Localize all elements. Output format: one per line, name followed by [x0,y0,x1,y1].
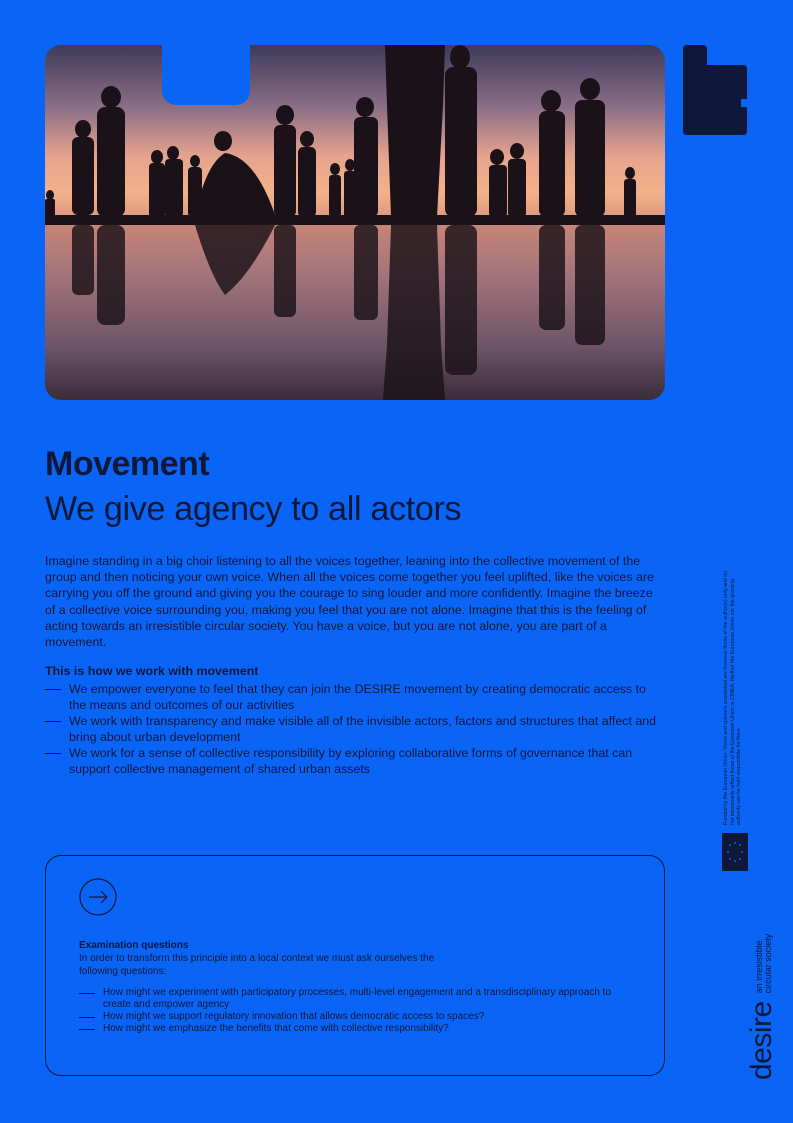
list-item-text: We work with transparency and make visible all of the invisible actors, factors and structures that affect and bring about urban development [69,714,657,744]
work-section-title: This is how we work with movement [45,664,259,678]
desire-logo-mark-icon [683,45,749,137]
brand-word: desire [745,1001,778,1080]
list-item [79,1011,619,1023]
eu-flag-icon [722,833,748,871]
crowd-silhouette-image [45,45,665,400]
examination-title: Examination questions [79,940,189,951]
list-item [79,1023,619,1035]
brand-tagline [755,934,775,994]
page-subtitle: We give agency to all actors [45,490,462,528]
dash-icon [79,993,95,994]
page-title: Movement [45,445,210,483]
examination-intro: In order to transform this principle into a local context we must ask ourselves the following questions: [79,953,435,977]
list-item-text: We work for a sense of collective responsibility by exploring collaborative forms of governance that can support collective management of shared urban assets [69,746,633,776]
photo-notch [162,45,250,105]
brand-logo [745,933,778,1080]
work-list [45,681,665,777]
list-item [45,681,665,713]
hero-photo [45,45,665,400]
arrow-right-circle-icon[interactable] [79,878,117,916]
list-item [79,987,619,1011]
funding-disclaimer: Funded by the European Union. Views and opinions expressed are however those of the author(s) only and do not necessarily reflect those of the European Union or CINEA. Neither the European Union nor the granting authority can be held responsible for them. [723,571,743,825]
dash-icon [45,689,61,690]
list-item-text: How might we emphasize the benefits that come with collective responsibility? [103,1023,449,1034]
brand-tagline-line: an irresistible [754,940,764,994]
dash-icon [45,721,61,722]
dash-icon [45,753,61,754]
list-item-text: How might we support regulatory innovation that allows democratic access to spaces? [103,1011,485,1022]
list-item-text: We empower everyone to feel that they can join the DESIRE movement by creating democratic access to the means and outcomes of our activities [69,682,646,712]
dash-icon [79,1017,95,1018]
list-item [45,745,665,777]
brand-tagline-line: circular society [763,933,773,994]
list-item [45,713,665,745]
dash-icon [79,1029,95,1030]
list-item-text: How might we experiment with participatory processes, multi-level engagement and a transdisciplinary approach to create and empower agency [103,987,612,1010]
examination-list [79,987,619,1035]
intro-paragraph: Imagine standing in a big choir listening to all the voices together, leaning into the collective movement of the group and then noticing your own voice. When all the voices come together you feel uplifted, like the voices are carrying you off the ground and giving you the courage to sing louder and more confidently. Imagine the breeze of a collective voice surrounding you, making you feel that you are not alone. Imagine that this is the feeling of acting towards an irresistible circular society. You have a voice, but you are not alone, you are part of a movement. [45,554,654,650]
